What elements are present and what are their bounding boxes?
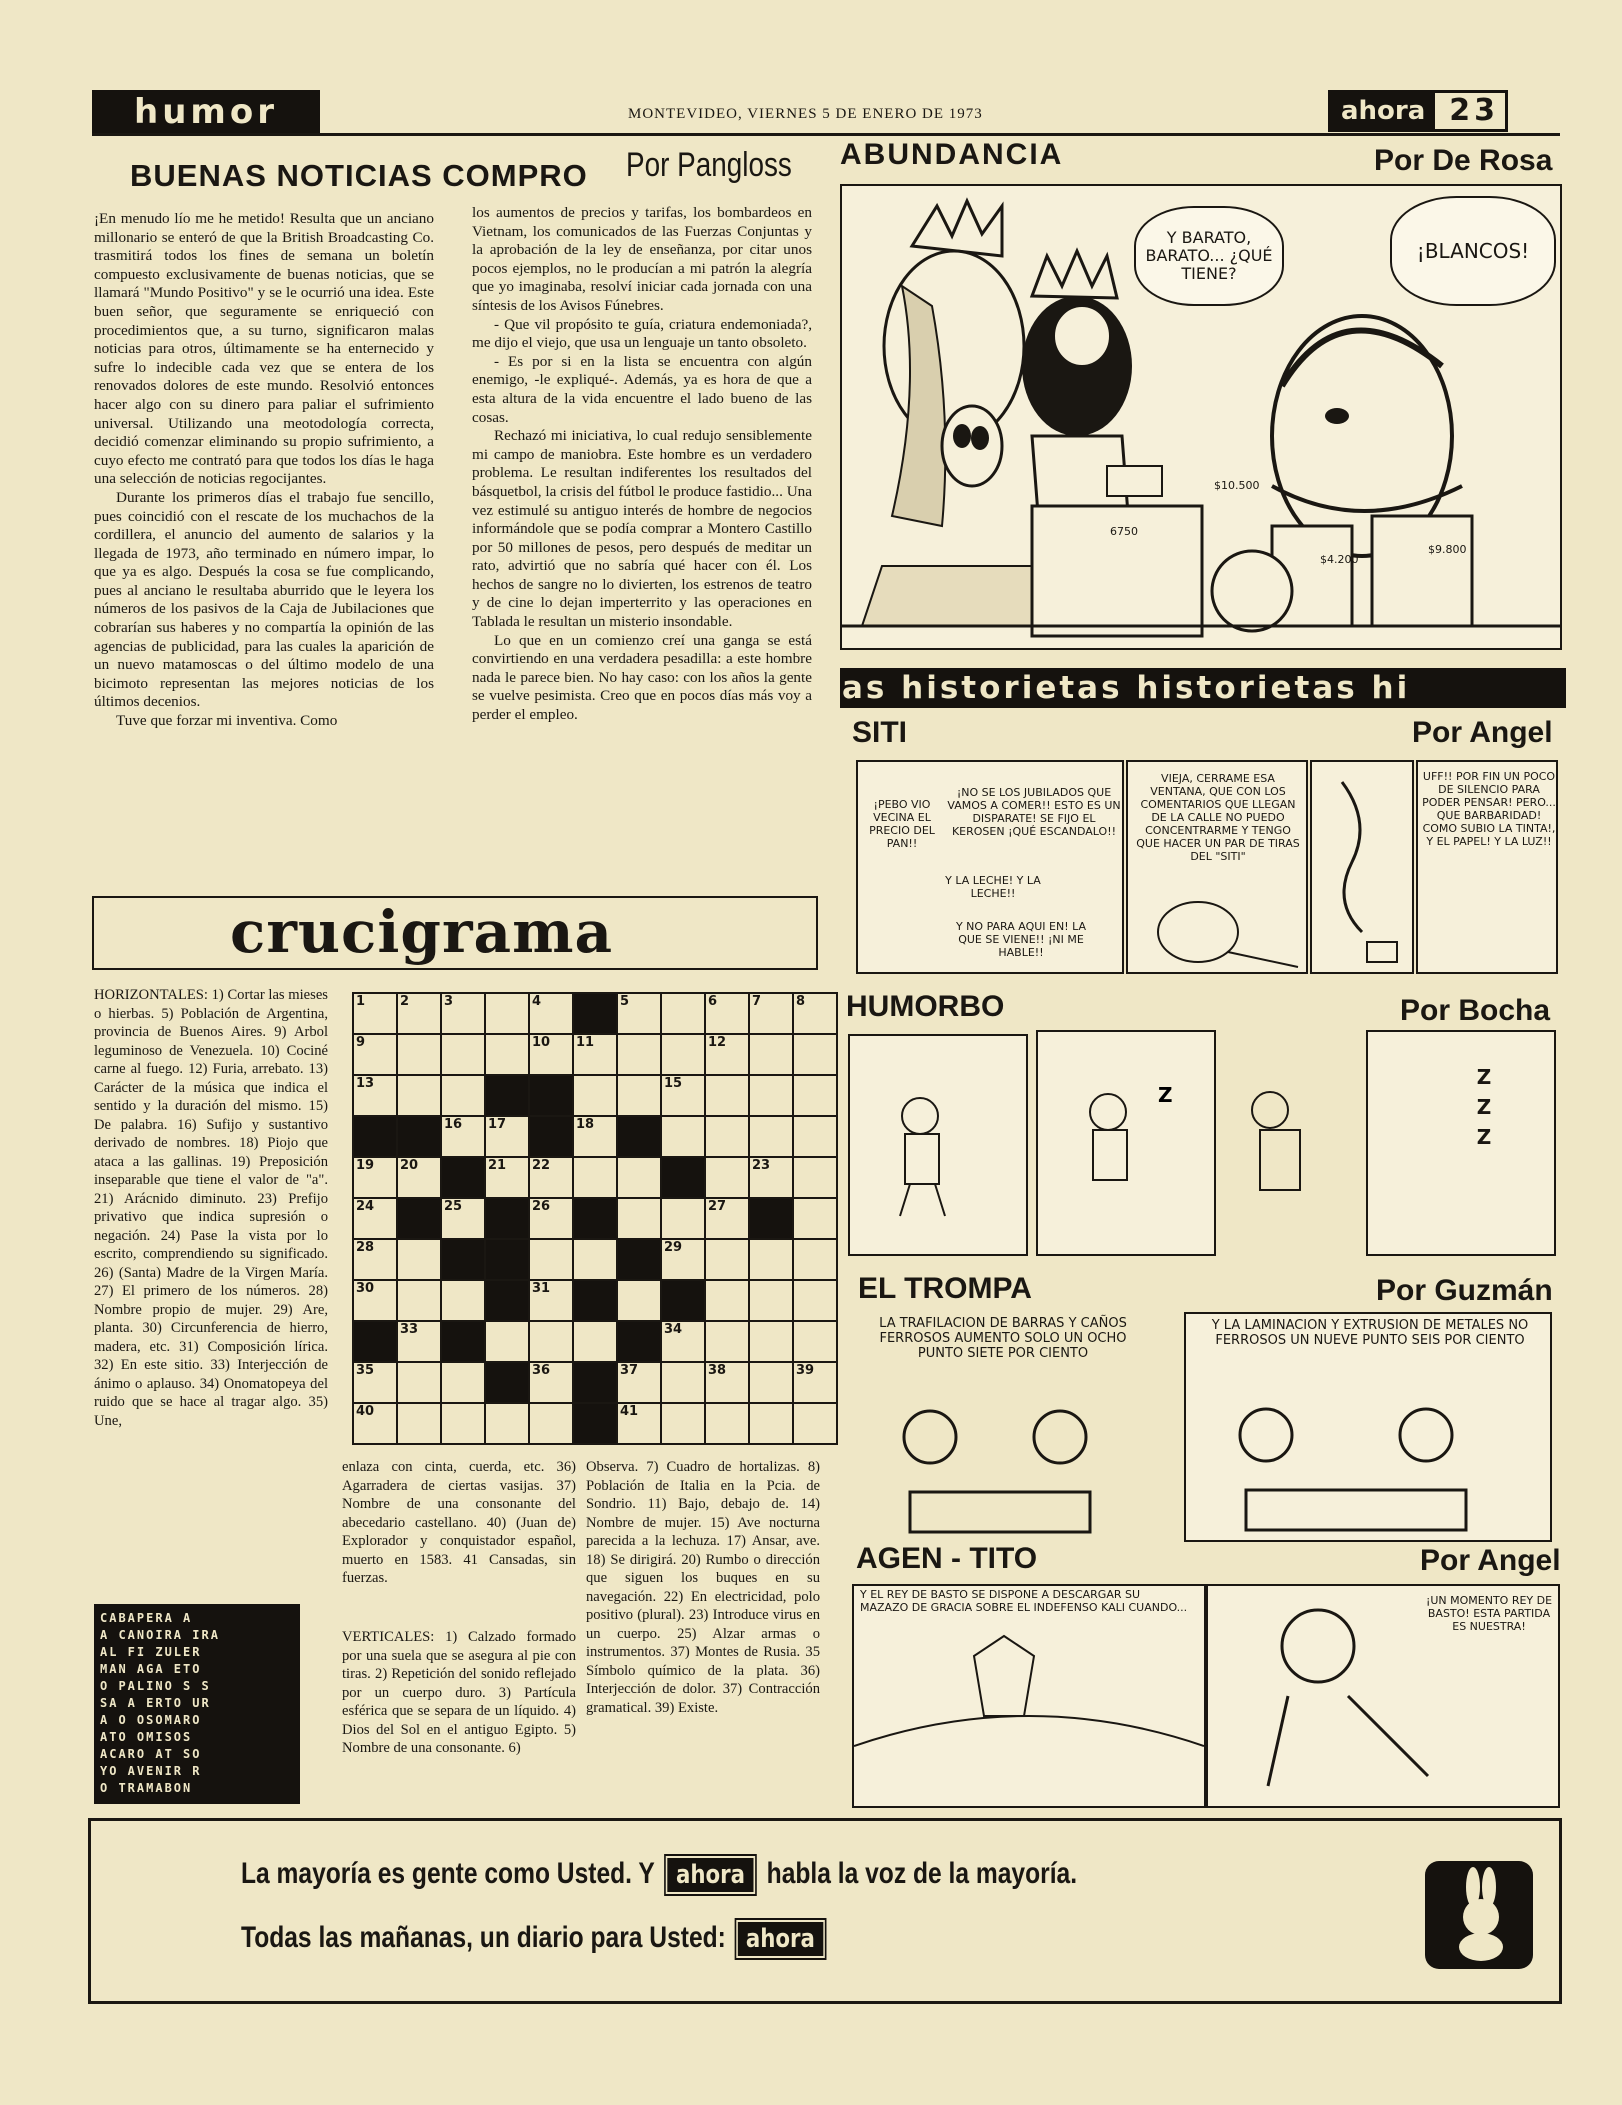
logo-text: ahora (1331, 93, 1435, 129)
clue-number: 9 (356, 1035, 366, 1050)
grid-black-cell (573, 1280, 617, 1321)
clue-number: 18 (576, 1117, 595, 1132)
grid-cell[interactable] (749, 1075, 793, 1116)
grid-cell[interactable] (573, 1034, 617, 1075)
clue-number: 6 (708, 994, 718, 1009)
clue-number: 21 (488, 1158, 507, 1173)
grid-cell[interactable] (353, 1198, 397, 1239)
grid-cell[interactable] (749, 1321, 793, 1362)
strip-title: SITI (852, 716, 908, 749)
clue-number: 16 (444, 1117, 463, 1132)
price-tag: $10.500 (1214, 479, 1260, 492)
grid-row (353, 1034, 837, 1075)
grid-black-cell (661, 1280, 705, 1321)
crossword-grid (352, 992, 838, 1445)
grid-cell[interactable] (617, 1157, 661, 1198)
grid-cell[interactable] (353, 1157, 397, 1198)
grid-cell[interactable] (749, 993, 793, 1034)
grid-cell[interactable] (529, 1403, 573, 1444)
grid-cell[interactable] (529, 1034, 573, 1075)
clue-number: 4 (532, 994, 542, 1009)
grid-cell[interactable] (397, 1075, 441, 1116)
grid-cell[interactable] (617, 1034, 661, 1075)
speech-bubble-right: ¡BLANCOS! (1390, 196, 1556, 306)
grid-row (353, 1321, 837, 1362)
cartoon-drawing (850, 1036, 1026, 1254)
grid-cell[interactable] (793, 1403, 837, 1444)
grid-black-cell (529, 1116, 573, 1157)
grid-cell[interactable] (661, 1362, 705, 1403)
clue-number: 7 (752, 994, 762, 1009)
grid-cell[interactable] (661, 1198, 705, 1239)
ad-box (88, 1818, 1562, 2004)
grid-cell[interactable] (485, 993, 529, 1034)
caption-text: UFF!! POR FIN UN POCO DE SILENCIO PARA PODER PENSAR! PERO... QUE BARBARIDAD! COMO SUBIO LA TINTA!, Y EL PAPEL! Y LA LUZ!! (1422, 770, 1556, 848)
clue-number: 22 (532, 1158, 551, 1173)
grid-cell[interactable] (793, 1362, 837, 1403)
clue-number: 12 (708, 1035, 727, 1050)
article-title: BUENAS NOTICIAS COMPRO (130, 158, 588, 193)
clue-number: 36 (532, 1363, 551, 1378)
clue-number: 25 (444, 1199, 463, 1214)
solution-grid: CABAPERA A A CANOIRA IRA AL FI ZULER MAN AGA ETO O PALINO S S SA A ERTO UR A O OSOMARO ATO OMISOS ACARO AT SO YO AVENIR R O TRAMABON (100, 1611, 220, 1795)
grid-cell[interactable] (617, 1198, 661, 1239)
caption-text: Y EL REY DE BASTO SE DISPONE A DESCARGAR SU MAZAZO DE GRACIA SOBRE EL INDEFENSO KALI CUANDO... (860, 1588, 1188, 1614)
cartoon-drawing (1208, 1586, 1558, 1806)
grid-cell[interactable] (441, 1198, 485, 1239)
caption-text: ¡UN MOMENTO REY DE BASTO! ESTA PARTIDA ES NUESTRA! (1425, 1594, 1553, 1633)
crossword-table (352, 992, 838, 1445)
grid-cell[interactable] (529, 1362, 573, 1403)
ad-text: habla la voz de la mayoría. (766, 1857, 1078, 1890)
grid-cell[interactable] (661, 1116, 705, 1157)
price-tag: $4.200 (1320, 553, 1359, 566)
grid-cell[interactable] (441, 1362, 485, 1403)
grid-cell[interactable] (617, 1362, 661, 1403)
grid-cell[interactable] (441, 1280, 485, 1321)
strip-title: EL TROMPA (858, 1272, 1032, 1305)
grid-cell[interactable] (397, 1403, 441, 1444)
grid-cell[interactable] (793, 1239, 837, 1280)
grid-cell[interactable] (705, 1321, 749, 1362)
clue-number: 34 (664, 1322, 683, 1337)
grid-cell[interactable] (793, 993, 837, 1034)
caption-text: Y NO PARA AQUI EN! LA QUE SE VIENE!! ¡NI ME HABLE!! (955, 920, 1087, 959)
grid-cell[interactable] (793, 1280, 837, 1321)
grid-black-cell (617, 1321, 661, 1362)
grid-cell[interactable] (661, 1075, 705, 1116)
clue-number: 41 (620, 1404, 639, 1419)
grid-cell[interactable] (397, 1362, 441, 1403)
grid-cell[interactable] (705, 1403, 749, 1444)
crossword-title-box (92, 896, 818, 970)
clue-number: 10 (532, 1035, 551, 1050)
page-number: 23 (1449, 93, 1500, 128)
clue-number: 24 (356, 1199, 375, 1214)
clue-number: 1 (356, 994, 366, 1009)
grid-cell[interactable] (573, 1239, 617, 1280)
grid-black-cell (485, 1075, 529, 1116)
grid-cell[interactable] (353, 1403, 397, 1444)
strip-panel (1126, 760, 1308, 974)
clue-number: 13 (356, 1076, 375, 1091)
grid-black-cell (353, 1321, 397, 1362)
grid-black-cell (441, 1157, 485, 1198)
grid-cell[interactable] (749, 1116, 793, 1157)
rabbit-logo (1425, 1861, 1533, 1969)
ad-line-1 (241, 1857, 1077, 1892)
price-tag: $9.800 (1428, 543, 1467, 556)
clue-number: 35 (356, 1363, 375, 1378)
grid-cell[interactable] (353, 1280, 397, 1321)
grid-cell[interactable] (705, 1239, 749, 1280)
grid-cell[interactable] (705, 1075, 749, 1116)
clue-number: 5 (620, 994, 630, 1009)
strip-byline: Por Angel (1420, 1544, 1561, 1577)
strip-panel (850, 1312, 1150, 1542)
cartoon-title: ABUNDANCIA (840, 138, 1064, 171)
strip-panel (848, 1034, 1028, 1256)
grid-black-cell (485, 1362, 529, 1403)
strip-panel (1036, 1030, 1216, 1256)
cartoon-drawing (1128, 892, 1308, 972)
cartoon-panel (840, 184, 1562, 650)
grid-cell[interactable] (793, 1034, 837, 1075)
clue-number: 37 (620, 1363, 639, 1378)
clue-number: 8 (796, 994, 806, 1009)
cartoon-drawing (1312, 762, 1412, 972)
grid-cell[interactable] (617, 1403, 661, 1444)
rabbit-icon (1425, 1861, 1533, 1969)
grid-cell[interactable] (485, 1157, 529, 1198)
grid-cell[interactable] (793, 1321, 837, 1362)
caption-text: Y LA LECHE! Y LA LECHE!! (945, 874, 1041, 900)
grid-black-cell (441, 1321, 485, 1362)
grid-cell[interactable] (705, 1198, 749, 1239)
grid-cell[interactable] (749, 1157, 793, 1198)
grid-cell[interactable] (661, 1321, 705, 1362)
crossword-title: crucigrama (230, 898, 614, 966)
cartoon-drawing (1186, 1380, 1550, 1540)
grid-black-cell (529, 1075, 573, 1116)
caption-text: ¡PEBO VIO VECINA EL PRECIO DEL PAN!! (869, 798, 935, 850)
clue-number: 28 (356, 1240, 375, 1255)
grid-cell[interactable] (441, 993, 485, 1034)
grid-cell[interactable] (793, 1157, 837, 1198)
ad-text: La mayoría es gente como Usted. Y (241, 1857, 655, 1890)
grid-cell[interactable] (441, 1075, 485, 1116)
historietas-banner: as historietas historietas hi (840, 668, 1566, 708)
grid-cell[interactable] (705, 1280, 749, 1321)
verticales-clues-cont: Observa. 7) Cuadro de hortalizas. 8) Población de Italia en la Pcia. de Sondrio. 11) Bajo, debajo de. 14) Nombre de mujer. 15) Ave nocturna parecida a la lechuza. 17) Ansar, ave. 18) Se dirigirá. 20) Rumbo o dirección que siguen los buques en su navegación. 22) En electricidad, polo positivo (plural). 23) Introduce virus en un cuerpo. 25) Alzar armas o instrumentos. 37) Montes de Rusia. 35 Símbolo químico de la plata. 36) Interjección de dolor. 37) Contracción gramatical. 39) Existe. (586, 1459, 820, 1716)
grid-row (353, 1075, 837, 1116)
grid-black-cell (485, 1239, 529, 1280)
grid-cell[interactable] (529, 1198, 573, 1239)
cartoon-drawing (850, 1382, 1150, 1542)
strip-byline: Por Guzmán (1376, 1274, 1553, 1307)
grid-cell[interactable] (441, 1034, 485, 1075)
grid-black-cell (441, 1239, 485, 1280)
strip-panel (1310, 760, 1414, 974)
grid-black-cell (617, 1239, 661, 1280)
horizontales-clues: HORIZONTALES: 1) Cortar las mieses o hierbas. 5) Población de Argentina, provincia de Buenos Aires. 9) Arbol leguminoso de Venezuela. 10) Cociné carne al fuego. 12) Furia, arrebato. 13) Carácter de la música que indica el sentido y la duración del mismo. 15) De palabra. 16) Sufijo y sustantivo derivado de nombres. 18) Piojo que ataca a las gallinas. 19) Preposición inseparable que tiene el valor de "a". 21) Arácnido diminuto. 23) Prefijo privativo que indica supresión o negación. 24) Pase la vista por lo escrito, comprendiendo su significado. 26) (Santa) Madre de la Virgen María. 27) El primero de los números. 28) Nombre propio de mujer. 29) Are, planta. 30) Circunferencia de hierro, madera, etc. 31) Composición lírica. 32) En este sitio. 33) Interjección de ánimo o aplauso. 34) Onomatopeya del ruido que se hace al tragar algo. 35) Une, (94, 987, 328, 1429)
grid-cell[interactable] (661, 993, 705, 1034)
grid-row (353, 1157, 837, 1198)
section-tag: humor (92, 90, 320, 134)
grid-cell[interactable] (441, 1116, 485, 1157)
grid-cell[interactable] (705, 993, 749, 1034)
grid-row (353, 1239, 837, 1280)
clue-number: 29 (664, 1240, 683, 1255)
grid-cell[interactable] (529, 993, 573, 1034)
article-column-1: ¡En menudo lío me he metido! Resulta que un anciano millonario se enteró de que la British Broadcasting Co. trasmitirá todos los fines de semana un boletín compuesto exclusivamente de buenas noticias, que se llamará "Mundo Positivo" y se le ocurrió una idea. Este buen señor, que seguramente se enriqueció con procedimientos que, a su turno, significaron malas noticias para otros, últimamente se ha enternecido y sufre lo indecible cada vez que se entera de los renovados dolores de este mundo. Resolvió entonces hacer algo con su dinero para paliar el sufrimiento universal. Utilizando una meotodología correcta, decidió comenzar eliminando su propio sufrimiento, a cuyo efecto me contrató para que todos los días le haga una selección de noticias regocijantes. Durante los primeros días el trabajo fue sencillo, pues coincidió con el rescate de los muchachos de la cordillera, el anuncio del aumento de salarios y la llegada de 1973, año terminado en número impar, lo que ya es algo. Después la cosa se fue complicando, pues al anciano le resultaba aburrido que le leyera los números de los pasivos de la Caja de Jubilaciones que cobrarían sus haberes y no compartía la opinión de las agencias de publicidad, para las cuales la aparición de un nuevo matamoscas o del último modelo de una bicimoto representan las mejores noticias de los últimos decenios. Tuve que forzar mi inventiva. Como (94, 210, 434, 730)
grid-cell[interactable] (617, 993, 661, 1034)
grid-cell[interactable] (397, 993, 441, 1034)
strip-panel (1366, 1030, 1556, 1256)
grid-row (353, 1280, 837, 1321)
grid-cell[interactable] (705, 1157, 749, 1198)
strip-byline: Por Bocha (1400, 994, 1551, 1027)
clue-number: 15 (664, 1076, 683, 1091)
grid-cell[interactable] (793, 1116, 837, 1157)
svg-text:Z: Z (1158, 1083, 1173, 1107)
grid-cell[interactable] (529, 1239, 573, 1280)
strip-panel (1416, 760, 1558, 974)
article-byline: Por Pangloss (626, 146, 792, 184)
grid-cell[interactable] (573, 1321, 617, 1362)
clue-number: 30 (356, 1281, 375, 1296)
grid-cell[interactable] (353, 1075, 397, 1116)
ad-logo: ahora (668, 1858, 754, 1892)
grid-cell[interactable] (617, 1280, 661, 1321)
clue-number: 23 (752, 1158, 771, 1173)
caption-text: ¡NO SE LOS JUBILADOS QUE VAMOS A COMER!! ESTO ES UN DISPARATE! SE FIJO EL KEROSEN ¡QUÉ ESCANDALO!! (947, 786, 1121, 838)
caption-text: Y LA LAMINACION Y EXTRUSION DE METALES NO FERROSOS UN NUEVE PUNTO SEIS POR CIENTO (1211, 1318, 1529, 1348)
grid-black-cell (353, 1116, 397, 1157)
strip-title: HUMORBO (846, 990, 1005, 1023)
grid-cell[interactable] (397, 1321, 441, 1362)
clue-number: 31 (532, 1281, 551, 1296)
masthead-logo (1328, 90, 1508, 132)
grid-cell[interactable] (661, 1034, 705, 1075)
clue-number: 20 (400, 1158, 419, 1173)
grid-cell[interactable] (397, 1239, 441, 1280)
grid-cell[interactable] (353, 993, 397, 1034)
grid-cell[interactable] (749, 1403, 793, 1444)
strip-panel (1220, 1040, 1360, 1240)
grid-row (353, 993, 837, 1034)
grid-black-cell (573, 1403, 617, 1444)
strip-panel (856, 760, 1124, 974)
grid-cell[interactable] (705, 1116, 749, 1157)
grid-cell[interactable] (353, 1034, 397, 1075)
grid-black-cell (397, 1198, 441, 1239)
grid-cell[interactable] (617, 1075, 661, 1116)
clue-number: 27 (708, 1199, 727, 1214)
header-rule (92, 133, 1560, 136)
verticales-clues: VERTICALES: 1) Calzado formado por una suela que se asegura al pie con tiras. 2) Repetición del sonido reflejado por un cuerpo duro. 3) Partícula esférica que se separa de un líquido. 4) Dios del Sol en el antiguo Egipto. 5) Nombre de una consonante. 6) (342, 1629, 576, 1756)
grid-cell[interactable] (485, 1116, 529, 1157)
grid-cell[interactable] (397, 1157, 441, 1198)
grid-cell[interactable] (485, 1403, 529, 1444)
grid-black-cell (573, 993, 617, 1034)
clue-number: 2 (400, 994, 410, 1009)
grid-black-cell (749, 1198, 793, 1239)
grid-row (353, 1362, 837, 1403)
grid-cell[interactable] (661, 1403, 705, 1444)
caption-text: Z Z Z (1476, 1065, 1492, 1149)
grid-cell[interactable] (485, 1034, 529, 1075)
horizontales-clues-cont: enlaza con cinta, cuerda, etc. 36) Agarradera de ciertas vasijas. 37) Nombre de una consonante del abecedario castellano. 40) (Juan de) Explorador y conquistador español, muerto en 1583. 41 Cansadas, sin fuerzas. (342, 1459, 576, 1586)
ad-text: Todas las mañanas, un diario para Usted: (241, 1921, 726, 1954)
clue-number: 38 (708, 1363, 727, 1378)
cartoon-byline: Por De Rosa (1374, 144, 1553, 177)
grid-cell[interactable] (749, 1239, 793, 1280)
grid-cell[interactable] (529, 1321, 573, 1362)
grid-cell[interactable] (661, 1239, 705, 1280)
grid-cell[interactable] (353, 1239, 397, 1280)
speech-bubble-left: Y BARATO, BARATO... ¿QUÉ TIENE? (1134, 206, 1284, 306)
grid-cell[interactable] (705, 1362, 749, 1403)
clue-number: 26 (532, 1199, 551, 1214)
grid-cell[interactable] (793, 1198, 837, 1239)
crossword-solution (94, 1604, 300, 1804)
grid-cell[interactable] (397, 1034, 441, 1075)
grid-cell[interactable] (529, 1280, 573, 1321)
cartoon-drawing (1038, 1032, 1214, 1254)
strip-byline: Por Angel (1412, 716, 1553, 749)
grid-cell[interactable] (705, 1034, 749, 1075)
cartoon-drawing (854, 1626, 1204, 1806)
caption-text: VIEJA, CERRAME ESA VENTANA, QUE CON LOS COMENTARIOS QUE LLEGAN DE LA CALLE NO PUEDO CONCENTRARME Y TENGO QUE HACER UN PAR DE TIRAS DEL "SITI" (1136, 772, 1300, 863)
ad-line-2 (241, 1921, 823, 1956)
grid-black-cell (397, 1116, 441, 1157)
article-column-2: los aumentos de precios y tarifas, los bombardeos en Vietnam, los comunicados de las Fuerzas Conjuntas y la aprobación de la ley de enseñanza, por citar unos pocos ejemplos, no le producían a mi patrón la alegría que yo imaginaba, resolví iniciar cada jornada con una síntesis de los Avisos Fúnebres. - Que vil propósito te guía, criatura endemoniada?, me dijo el viejo, que usa un lenguaje un tanto obsoleto. - Es por si en la lista se encuentra con algún enemigo, -le expliqué-. Además, ya es hora de que a esta altura de la vida encuentre el lado bueno de las cosas. Rechazó mi iniciativa, lo cual redujo sensiblemente mi campo de maniobra. Este hombre es un verdadero problema. Le resultan indiferentes los resultados del básquetbol, la crisis del fútbol le produce fastidio... Una vez estimulé su antiguo interés de hombre de negocios informándole que se podía comprar a Montero Castillo por 50 millones de pesos, pero después de meditar un rato, advirtió que no sabría qué hacer con él. Los hechos de sangre no lo divierten, los estrenos de teatro y de cine lo dejan imperterrito y las operaciones en Tablada le resultan un misterio insondable. Lo que en un comienzo creí una ganga se está convirtiendo en una verdadera pesadilla: a este hombre nada le parece bien. No hay caso: con los años la gente se vuelve pesimista. Creo que en pocos días más voy a perder el empleo. (472, 204, 812, 724)
grid-black-cell (573, 1198, 617, 1239)
clue-number: 17 (488, 1117, 507, 1132)
strip-title: AGEN - TITO (856, 1542, 1038, 1575)
grid-cell[interactable] (441, 1403, 485, 1444)
grid-cell[interactable] (793, 1075, 837, 1116)
grid-cell[interactable] (353, 1362, 397, 1403)
grid-black-cell (617, 1116, 661, 1157)
grid-cell[interactable] (749, 1362, 793, 1403)
grid-black-cell (661, 1157, 705, 1198)
clue-number: 40 (356, 1404, 375, 1419)
grid-row (353, 1403, 837, 1444)
strip-panel (852, 1584, 1206, 1808)
grid-cell[interactable] (749, 1034, 793, 1075)
strip-panel (1184, 1312, 1552, 1542)
cartoon-drawing (1220, 1040, 1360, 1240)
clue-number: 3 (444, 994, 454, 1009)
clue-number: 19 (356, 1158, 375, 1173)
grid-row (353, 1198, 837, 1239)
clue-number: 11 (576, 1035, 595, 1050)
grid-row (353, 1116, 837, 1157)
clue-number: 39 (796, 1363, 815, 1378)
grid-cell[interactable] (749, 1280, 793, 1321)
grid-cell[interactable] (485, 1321, 529, 1362)
grid-cell[interactable] (529, 1157, 573, 1198)
grid-cell[interactable] (397, 1280, 441, 1321)
grid-cell[interactable] (573, 1116, 617, 1157)
grid-black-cell (485, 1280, 529, 1321)
strip-panel (1206, 1584, 1560, 1808)
caption-text: LA TRAFILACION DE BARRAS Y CAÑOS FERROSOS AUMENTO SOLO UN OCHO PUNTO SIETE POR CIENTO (879, 1316, 1127, 1361)
ad-logo: ahora (738, 1922, 824, 1956)
grid-black-cell (573, 1362, 617, 1403)
dateline: MONTEVIDEO, VIERNES 5 DE ENERO DE 1973 (628, 106, 983, 122)
clue-number: 33 (400, 1322, 419, 1337)
price-tag: 6750 (1110, 525, 1138, 538)
grid-black-cell (485, 1198, 529, 1239)
grid-cell[interactable] (573, 1157, 617, 1198)
grid-cell[interactable] (573, 1075, 617, 1116)
